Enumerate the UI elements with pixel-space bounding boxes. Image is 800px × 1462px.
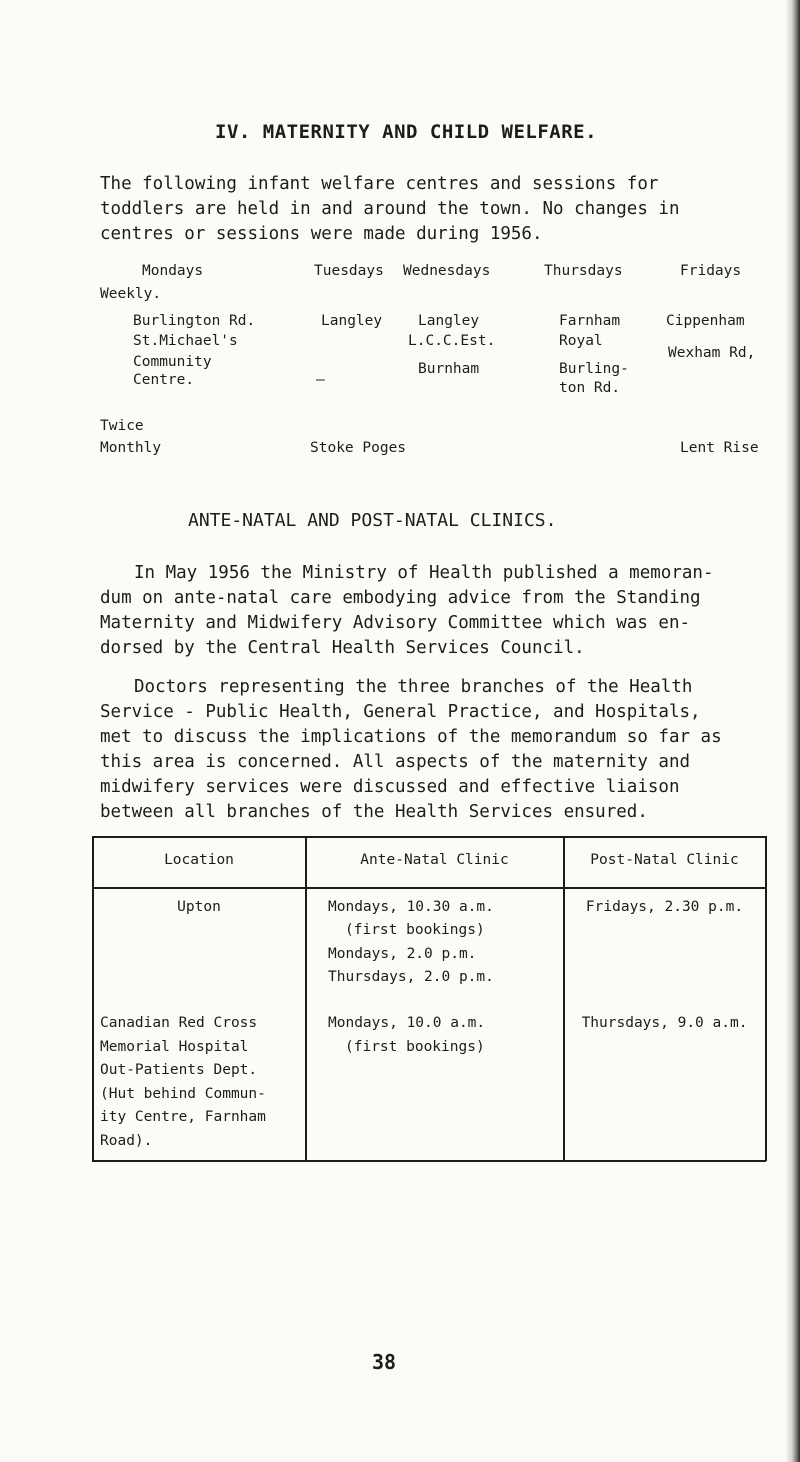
- fri-centre-line: Cippenham: [666, 313, 745, 329]
- table-row-post: Thursdays, 9.0 a.m.: [581, 1015, 748, 1031]
- table-row-post: Fridays, 2.30 p.m.: [585, 899, 744, 915]
- thu-centre-line: ton Rd.: [559, 380, 621, 396]
- table-rule: [92, 836, 766, 838]
- clinics-heading: ANTE-NATAL AND POST-NATAL CLINICS.: [188, 510, 557, 531]
- thu-centre-line: Farnham: [559, 313, 621, 329]
- text-line: this area is concerned. All aspects of the maternity and: [100, 752, 691, 772]
- table-row-location: ity Centre, Farnham: [100, 1109, 266, 1125]
- weekly-label: Weekly.: [100, 286, 162, 302]
- wed-centre-line: Langley: [418, 313, 480, 329]
- wed-centre-line: Burnham: [418, 361, 480, 377]
- text-line: Maternity and Midwifery Advisory Committee which was en-: [100, 613, 691, 633]
- table-row-location: (Hut behind Commun-: [100, 1086, 266, 1102]
- table-row-ante: Mondays, 2.0 p.m.: [328, 946, 477, 962]
- header-ante-natal: Ante-Natal Clinic: [360, 852, 509, 868]
- text-line: between all branches of the Health Services ensured.: [100, 802, 648, 822]
- table-rule: [765, 836, 767, 1161]
- tue-centre-dash: –: [316, 372, 325, 388]
- day-thursdays: Thursdays: [544, 263, 623, 279]
- thu-centre-line: Burling-: [559, 361, 629, 377]
- day-mondays: Mondays: [142, 263, 204, 279]
- text-line: The following infant welfare centres and sessions for: [100, 174, 659, 194]
- table-row-ante: (first bookings): [345, 1039, 485, 1055]
- table-row-location: Canadian Red Cross: [100, 1015, 258, 1031]
- header-post-natal: Post-Natal Clinic: [590, 852, 739, 868]
- table-row-location: Road).: [100, 1133, 153, 1149]
- table-row-ante: Mondays, 10.30 a.m.: [328, 899, 494, 915]
- table-row-ante: Mondays, 10.0 a.m.: [328, 1015, 486, 1031]
- text-line: met to discuss the implications of the memorandum so far as: [100, 727, 722, 747]
- text-line: dorsed by the Central Health Services Council.: [100, 638, 585, 658]
- table-row-location: Memorial Hospital: [100, 1039, 249, 1055]
- day-fridays: Fridays: [680, 263, 742, 279]
- mon-centre-line: Community: [133, 354, 212, 370]
- wed-centre-line: L.C.C.Est.: [408, 333, 496, 349]
- section-heading: IV. MATERNITY AND CHILD WELFARE.: [215, 121, 598, 143]
- page-number: 38: [372, 1350, 397, 1374]
- twice-label: Twice: [100, 418, 144, 434]
- tue-monthly-centre: Stoke Poges: [310, 440, 407, 456]
- clinics-paragraph-2: [100, 675, 780, 825]
- text-line: centres or sessions were made during 1956.: [100, 224, 543, 244]
- thu-centre-line: Royal: [559, 333, 603, 349]
- text-line: dum on ante-natal care embodying advice from the Standing: [100, 588, 701, 608]
- table-rule: [92, 887, 766, 889]
- text-line: midwifery services were discussed and effective liaison: [100, 777, 680, 797]
- scan-edge: [786, 0, 800, 1462]
- mon-centre-line: Burlington Rd.: [133, 313, 256, 329]
- table-row-location: Upton: [177, 899, 221, 915]
- fri-centre-line: Wexham Rd,: [668, 345, 756, 361]
- mon-centre-line: St.Michael's: [133, 333, 238, 349]
- table-row-location: Out-Patients Dept.: [100, 1062, 258, 1078]
- text-line: toddlers are held in and around the town. No changes in: [100, 199, 680, 219]
- table-rule: [92, 836, 94, 1161]
- day-wednesdays: Wednesdays: [403, 263, 491, 279]
- table-rule: [305, 836, 307, 1161]
- intro-paragraph: [100, 172, 780, 247]
- mon-centre-line: Centre.: [133, 372, 195, 388]
- table-row-ante: Thursdays, 2.0 p.m.: [328, 969, 494, 985]
- table-row-ante: (first bookings): [345, 922, 485, 938]
- text-line: Service - Public Health, General Practice, and Hospitals,: [100, 702, 701, 722]
- text-line: In May 1956 the Ministry of Health published a memoran-: [134, 563, 714, 583]
- tue-centre-line: Langley: [321, 313, 383, 329]
- header-location: Location: [164, 852, 234, 868]
- clinics-paragraph-1: [100, 561, 780, 661]
- fri-monthly-centre: Lent Rise: [680, 440, 759, 456]
- text-line: Doctors representing the three branches of the Health: [134, 677, 693, 697]
- table-rule: [92, 1160, 766, 1162]
- day-tuesdays: Tuesdays: [314, 263, 384, 279]
- table-rule: [563, 836, 565, 1161]
- monthly-label: Monthly: [100, 440, 162, 456]
